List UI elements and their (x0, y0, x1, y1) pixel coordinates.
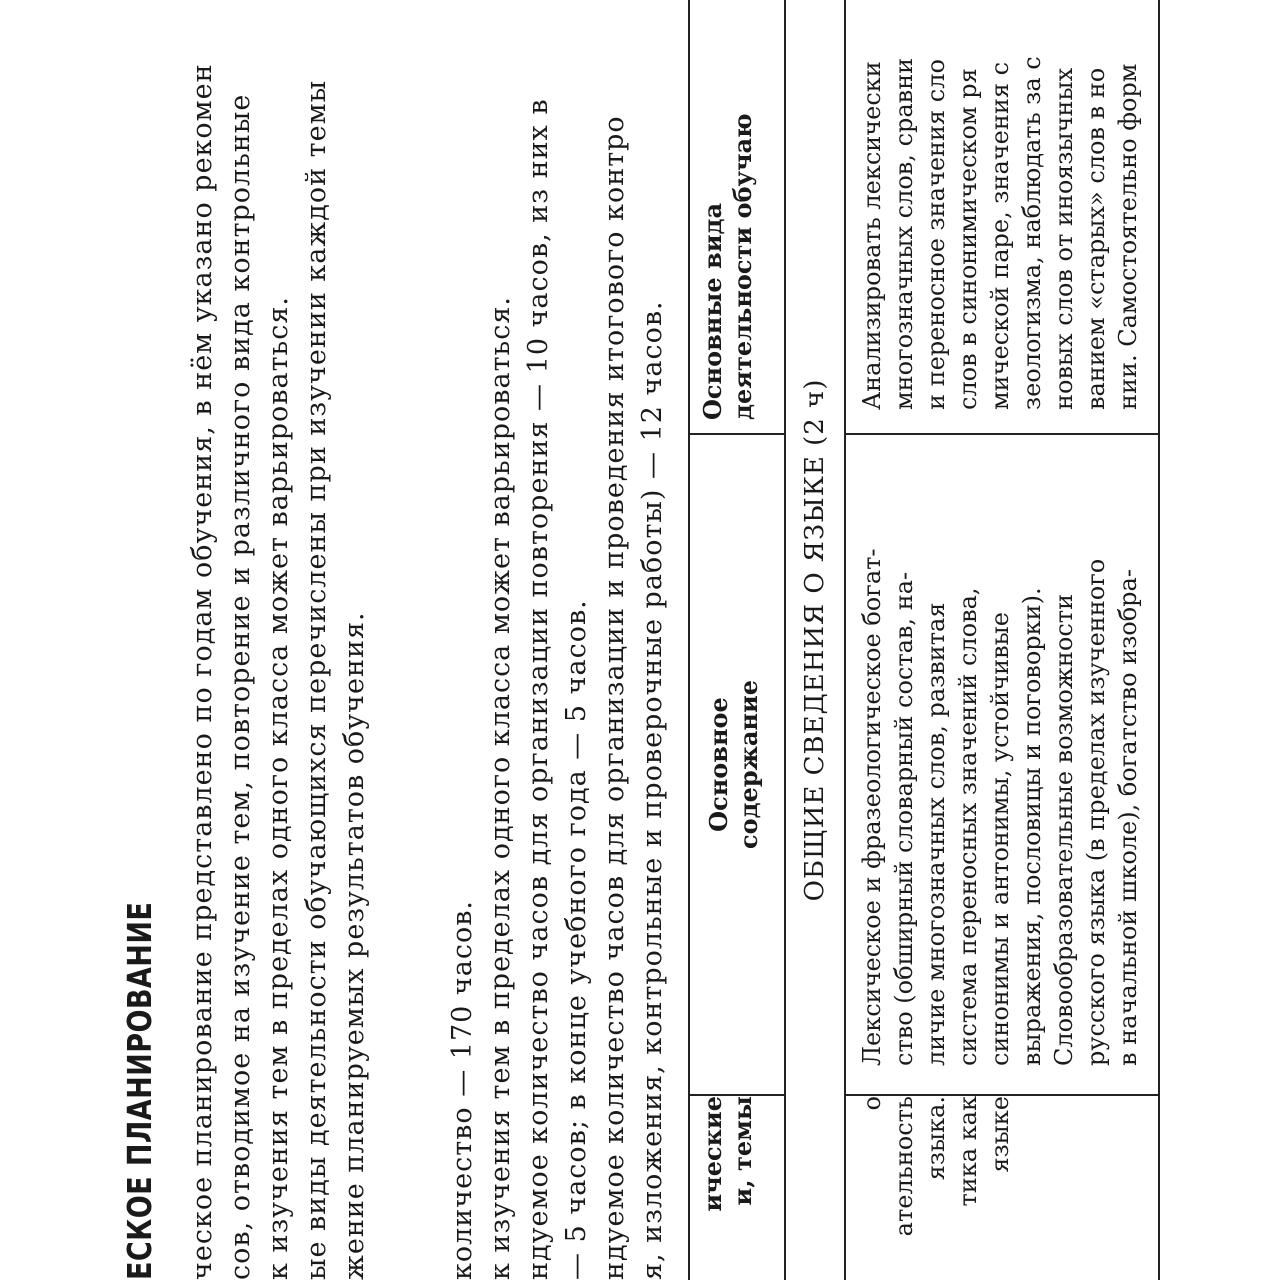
hours-line: ндуемое количество часов для организации и проведения итогового контро (599, 115, 630, 1280)
hours-line: я, изложения, контрольные и проверочные работы) — 12 часов. (637, 300, 668, 1280)
col2-cell (856, 548, 1144, 1066)
col2-line: русского языка (в пределах изученного (1082, 558, 1110, 1066)
section-bottom-border (844, 0, 846, 1280)
col3-line: новых слов от иноязычных (1050, 67, 1078, 410)
col3-line: и переносное значения сло (922, 59, 950, 410)
hours-line: — 5 часов; в конце учебного года — 5 часов. (561, 599, 592, 1280)
col2-line: Лексическое и фразеологическое богат- (858, 548, 886, 1066)
col3-line: нии. Самостоятельно форм (1114, 63, 1142, 410)
header-col2 (704, 435, 764, 1094)
col2-line: система переносных значений слова, (954, 587, 982, 1066)
col3-line: слов в синонимическом ря (954, 68, 982, 410)
hours-line: количество — 170 часов. (447, 899, 478, 1280)
col1-line: языка. (922, 1096, 950, 1181)
col3-line: Анализировать лексически (858, 61, 886, 410)
intro-line: сов, отводимое на изучение тем, повторение и различного вида контрольные (225, 93, 256, 1280)
col1-line: тика как (954, 1096, 982, 1207)
col2-line: Словообразовательные возможности (1050, 593, 1078, 1066)
page-heading: ЕСКОЕ ПЛАНИРОВАНИЕ (120, 901, 159, 1280)
intro-line: ые виды деятельности обучающихся перечислены при изучении каждой темы (301, 79, 332, 1280)
header-col1-line: ические (698, 1096, 727, 1212)
col2-line: в начальной школе), богатство изобра- (1114, 569, 1142, 1066)
col1-cell (856, 1096, 1016, 1280)
col3-line: мической паре, значения с (986, 61, 1014, 410)
header-col3-line: Основные вида (698, 202, 727, 420)
hours-line: к изучения тем в пределах одного класса может варьироваться. (485, 296, 516, 1280)
header-col3 (698, 0, 758, 430)
col1-line: языке (986, 1096, 1014, 1173)
intro-line: ческое планирование представлено по годам обучения, в нём указано рекомен (187, 63, 218, 1280)
col3-line: зеологизма, наблюдать за с (1018, 56, 1046, 410)
intro-line: жение планируемых результатов обучения. (339, 611, 370, 1280)
col2-line: личие многозначных слов, развитая (922, 602, 950, 1066)
col3-line: ванием «старых» слов в но (1082, 67, 1110, 410)
table-top-border (688, 0, 690, 1280)
hours-line: ндуемое количество часов для организации повторения — 10 часов, из них в (523, 98, 554, 1280)
header-bottom-border (784, 0, 786, 1280)
header-col2-line: содержание (734, 679, 763, 850)
header-col2-line: Основное (704, 697, 733, 832)
col2-line: синонимы и антонимы, устойчивые (986, 612, 1014, 1066)
row-col-divider-2 (844, 433, 1158, 435)
col3-line: многозначных слов, сравни (890, 57, 918, 410)
col2-line: выражения, пословицы и поговорки). (1018, 587, 1046, 1066)
header-col1 (698, 1096, 758, 1280)
row-bottom-border (1158, 0, 1160, 1280)
header-col3-line: деятельности обучаю (728, 113, 757, 420)
intro-line: к изучения тем в пределах одного класса может варьироваться. (263, 296, 294, 1280)
col1-line: ательность (890, 1096, 918, 1237)
section-title: ОБЩИЕ СВЕДЕНИЯ О ЯЗЫКЕ (2 ч) (800, 378, 830, 902)
col1-line: о (858, 1096, 886, 1111)
col2-line: ство (обширный словарный состав, на- (890, 571, 918, 1066)
col3-cell (856, 56, 1144, 410)
header-col1-line: и, темы (728, 1096, 757, 1206)
